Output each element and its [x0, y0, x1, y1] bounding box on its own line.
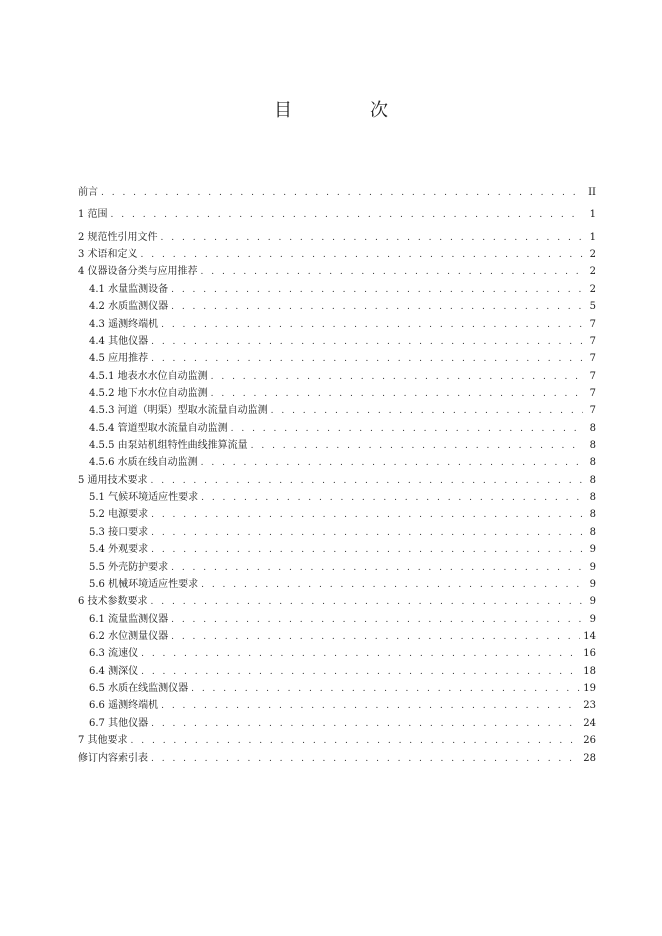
toc-entry-label: 前言 — [78, 187, 98, 198]
toc-entry-page: 8 — [589, 526, 596, 538]
toc-entry-label: 6.2 水位测量仪器 — [89, 630, 169, 642]
toc-entry[interactable] — [78, 454, 596, 471]
toc-leader-dots — [111, 207, 583, 224]
toc-entry-label: 5.2 电源要求 — [89, 509, 149, 521]
toc-leader-dots — [161, 230, 583, 247]
toc-entry-page: 8 — [589, 457, 596, 469]
toc-entry[interactable] — [78, 541, 596, 558]
toc-entry-page: 7 — [589, 318, 596, 330]
toc-entry-label: 修订内容索引表 — [78, 752, 148, 764]
toc-entry[interactable] — [78, 489, 596, 506]
toc-entry-page: 19 — [583, 683, 596, 695]
toc-leader-dots — [201, 577, 583, 594]
toc-leader-dots — [141, 664, 580, 681]
toc-entry[interactable] — [78, 715, 596, 732]
toc-entry[interactable] — [78, 732, 596, 749]
toc-entry-label: 1 范围 — [78, 209, 108, 221]
toc-leader-dots — [201, 455, 583, 472]
toc-entry[interactable] — [78, 628, 596, 645]
toc-entry-page: 9 — [589, 613, 596, 625]
toc-entry[interactable] — [78, 368, 596, 385]
toc-leader-dots — [151, 334, 583, 351]
toc-entry-page: 18 — [583, 665, 596, 677]
toc-entry[interactable] — [78, 680, 596, 697]
toc-entry[interactable] — [78, 184, 596, 201]
toc-entry[interactable] — [78, 472, 596, 489]
table-of-contents — [78, 184, 596, 767]
toc-entry-page: 28 — [583, 752, 596, 764]
toc-entry-page: 7 — [589, 370, 596, 382]
toc-leader-dots — [151, 473, 583, 490]
toc-entry[interactable] — [78, 645, 596, 662]
toc-entry[interactable] — [78, 333, 596, 350]
toc-leader-dots — [211, 369, 583, 386]
toc-entry[interactable] — [78, 281, 596, 298]
toc-entry-label: 4.5.5 由泵站机组特性曲线推算流量 — [89, 440, 248, 452]
toc-entry-page: 5 — [589, 301, 596, 313]
toc-entry-label: 4.2 水质监测仪器 — [89, 301, 169, 313]
toc-entry-label: 4 仪器设备分类与应用推荐 — [78, 266, 198, 278]
toc-entry[interactable] — [78, 576, 596, 593]
toc-entry[interactable] — [78, 385, 596, 402]
toc-entry-page: II — [588, 187, 596, 198]
toc-entry-label: 6.5 水质在线监测仪器 — [89, 683, 189, 695]
toc-leader-dots — [141, 247, 583, 264]
toc-entry-label: 6.6 遥测终端机 — [89, 700, 159, 712]
toc-entry-label: 6.4 测深仪 — [89, 665, 139, 677]
toc-leader-dots — [161, 317, 583, 334]
toc-entry-page: 24 — [583, 717, 596, 729]
toc-entry-label: 7 其他要求 — [78, 735, 128, 747]
toc-leader-dots — [251, 438, 583, 455]
toc-entry-page: 9 — [589, 596, 596, 608]
toc-leader-dots — [191, 681, 580, 698]
toc-leader-dots — [151, 507, 583, 524]
toc-leader-dots — [171, 629, 580, 646]
toc-leader-dots — [171, 282, 583, 299]
toc-leader-dots — [141, 646, 580, 663]
toc-entry[interactable] — [78, 437, 596, 454]
toc-entry-label: 3 术语和定义 — [78, 249, 138, 261]
toc-entry-page: 1 — [589, 209, 596, 221]
toc-leader-dots — [201, 490, 583, 507]
toc-leader-dots — [201, 264, 583, 281]
toc-entry-label: 5 通用技术要求 — [78, 474, 148, 486]
toc-leader-dots — [101, 185, 583, 202]
toc-leader-dots — [161, 698, 580, 715]
toc-entry-page: 7 — [589, 405, 596, 417]
toc-entry-page: 8 — [589, 509, 596, 521]
toc-entry-label: 4.3 遥测终端机 — [89, 318, 159, 330]
toc-entry-page: 8 — [589, 422, 596, 434]
toc-entry-page: 9 — [589, 561, 596, 573]
toc-entry-label: 4.5.1 地表水水位自动监测 — [89, 370, 208, 382]
toc-entry[interactable] — [78, 298, 596, 315]
toc-entry-page: 14 — [583, 630, 596, 642]
toc-entry[interactable] — [78, 559, 596, 576]
toc-entry[interactable] — [78, 206, 596, 223]
toc-entry-label: 4.5.4 管道型取水流量自动监测 — [89, 422, 228, 434]
toc-entry[interactable] — [78, 263, 596, 280]
toc-entry[interactable] — [78, 229, 596, 246]
toc-entry-label: 4.5 应用推荐 — [89, 353, 149, 365]
toc-entry-page: 16 — [583, 648, 596, 660]
toc-entry-label: 6 技术参数要求 — [78, 596, 148, 608]
toc-leader-dots — [271, 403, 583, 420]
toc-leader-dots — [171, 560, 583, 577]
toc-entry-label: 6.3 流速仪 — [89, 648, 139, 660]
toc-entry-label: 4.1 水量监测设备 — [89, 283, 169, 295]
toc-entry-page: 7 — [589, 353, 596, 365]
toc-leader-dots — [151, 542, 583, 559]
toc-entry-page: 7 — [589, 387, 596, 399]
toc-leader-dots — [231, 421, 583, 438]
toc-entry-page: 7 — [589, 335, 596, 347]
toc-entry[interactable] — [78, 350, 596, 367]
toc-entry[interactable] — [78, 697, 596, 714]
toc-entry-page: 9 — [589, 578, 596, 590]
toc-leader-dots — [151, 716, 580, 733]
toc-entry-label: 5.1 气候环境适应性要求 — [89, 492, 199, 504]
toc-leader-dots — [131, 733, 581, 750]
toc-entry-label: 4.5.2 地下水水位自动监测 — [89, 387, 208, 399]
toc-entry-page: 8 — [589, 492, 596, 504]
toc-entry-label: 4.5.3 河道（明渠）型取水流量自动监测 — [89, 405, 268, 417]
toc-entry[interactable] — [78, 593, 596, 610]
toc-entry[interactable] — [78, 750, 596, 767]
toc-entry-label: 6.1 流量监测仪器 — [89, 613, 169, 625]
toc-entry-page: 9 — [589, 544, 596, 556]
toc-entry-page: 2 — [589, 266, 596, 278]
toc-entry-label: 5.3 接口要求 — [89, 526, 149, 538]
toc-leader-dots — [171, 299, 583, 316]
toc-leader-dots — [151, 351, 583, 368]
toc-leader-dots — [171, 612, 583, 629]
toc-entry-label: 5.6 机械环境适应性要求 — [89, 578, 199, 590]
toc-entry[interactable] — [78, 316, 596, 333]
toc-entry[interactable] — [78, 524, 596, 541]
toc-leader-dots — [151, 594, 583, 611]
toc-leader-dots — [151, 525, 583, 542]
toc-entry-label: 5.5 外壳防护要求 — [89, 561, 169, 573]
page-title: 目 次 — [274, 100, 418, 121]
toc-entry-page: 23 — [583, 700, 596, 712]
toc-entry-label: 6.7 其他仪器 — [89, 717, 149, 729]
toc-entry-page: 2 — [589, 249, 596, 261]
toc-leader-dots — [211, 386, 583, 403]
toc-entry[interactable] — [78, 506, 596, 523]
toc-entry[interactable] — [78, 663, 596, 680]
toc-entry[interactable] — [78, 611, 596, 628]
toc-entry-page: 1 — [589, 231, 596, 243]
toc-leader-dots — [151, 751, 580, 768]
toc-entry-page: 26 — [583, 735, 596, 747]
toc-entry[interactable] — [78, 246, 596, 263]
toc-entry-page: 8 — [589, 440, 596, 452]
toc-entry-page: 8 — [589, 474, 596, 486]
toc-entry-label: 4.5.6 水质在线自动监测 — [89, 457, 198, 469]
toc-entry[interactable] — [78, 402, 596, 419]
toc-entry[interactable] — [78, 420, 596, 437]
toc-entry-label: 5.4 外观要求 — [89, 544, 149, 556]
toc-entry-page: 2 — [589, 283, 596, 295]
toc-entry-label: 4.4 其他仪器 — [89, 335, 149, 347]
toc-entry-label: 2 规范性引用文件 — [78, 231, 158, 243]
